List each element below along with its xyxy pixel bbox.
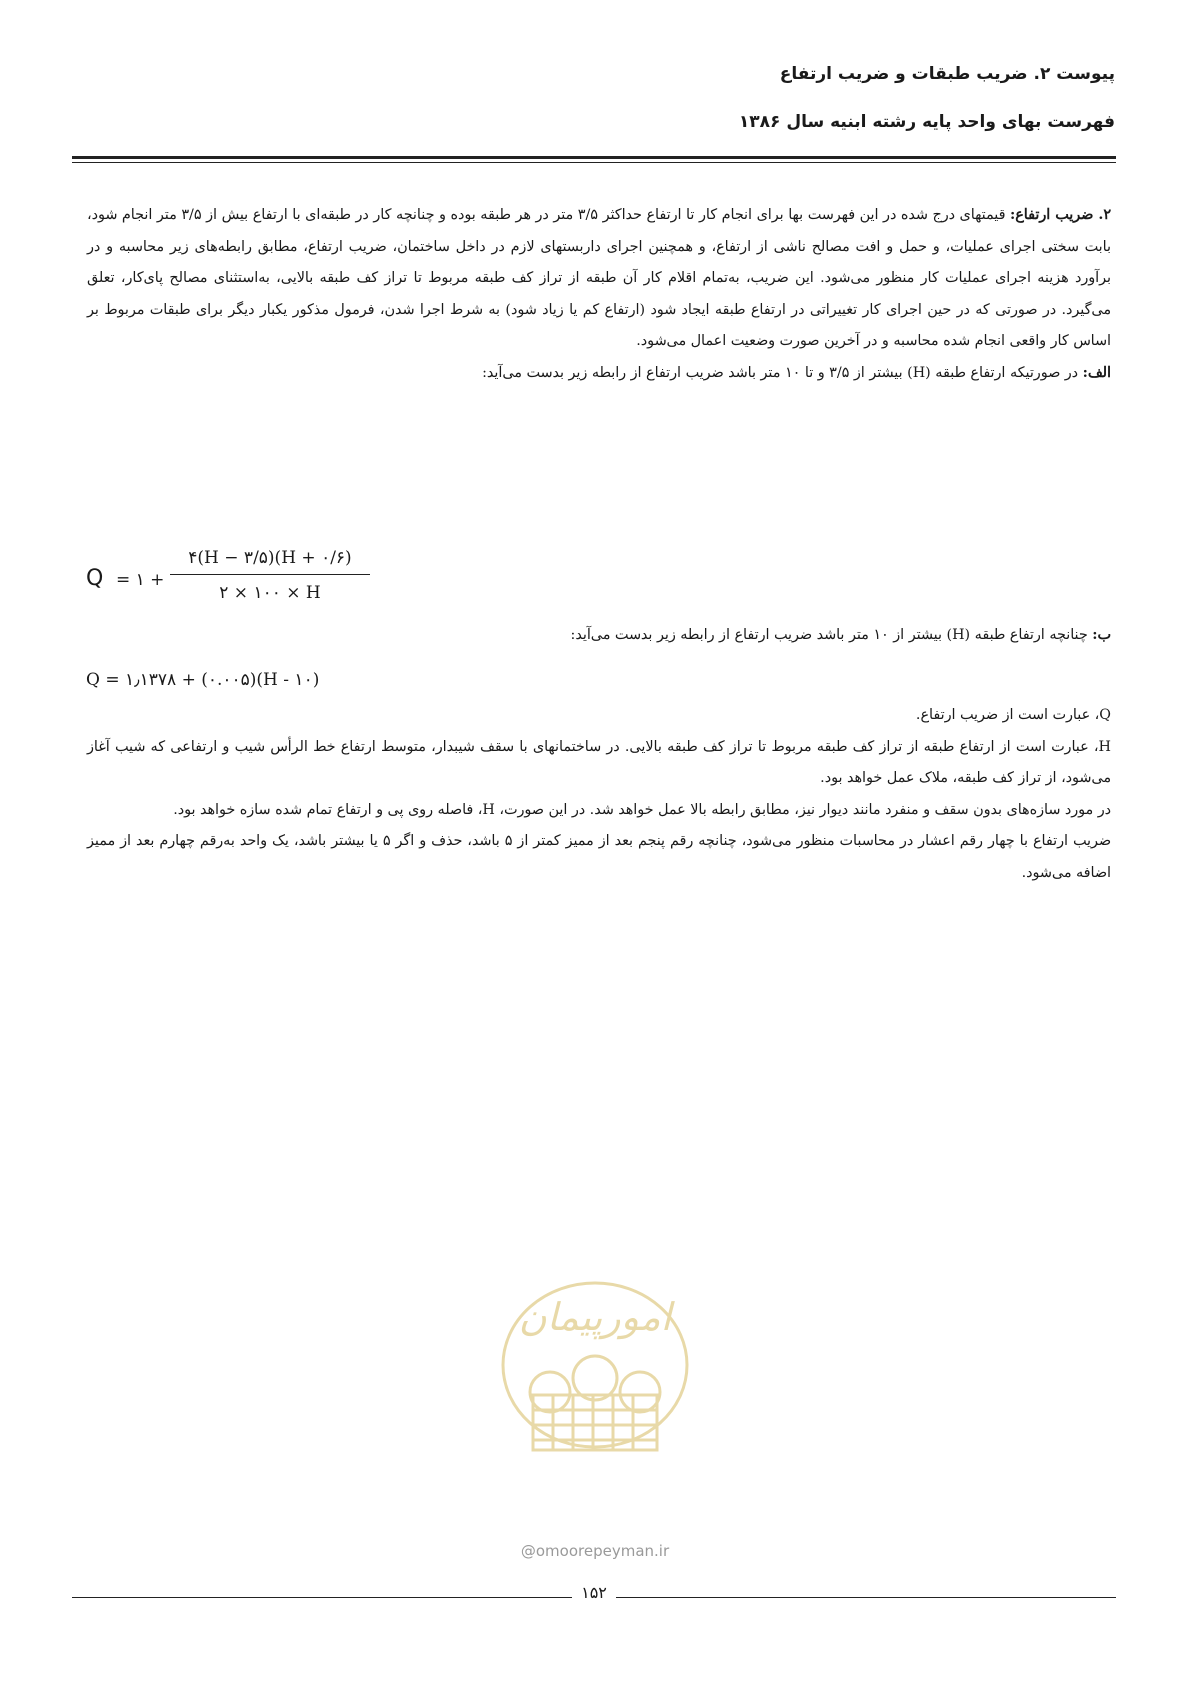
watermark-logo-text: امورپیمان bbox=[518, 1295, 672, 1339]
definition-walls: در مورد سازه‌های بدون سقف و منفرد مانند دیوار نیز، مطابق رابطه بالا عمل خواهد شد. در این صورت، H، فاصله روی پی و ارتفاع تمام شده سازه خواهد بود. bbox=[173, 801, 1111, 818]
watermark-logo bbox=[495, 1260, 695, 1460]
header-subtitle: فهرست بهای واحد پایه رشته ابنیه سال ۱۳۸۶ bbox=[738, 112, 1115, 132]
footer-rule-left bbox=[72, 1597, 572, 1598]
section-height-coefficient bbox=[87, 200, 1111, 389]
section2-label: ۲. ضریب ارتفاع: bbox=[1010, 207, 1111, 223]
formula1-denominator: ۲ × ۱۰۰ × H bbox=[219, 583, 321, 603]
case-b-text: چنانچه ارتفاع طبقه (H) بیشتر از ۱۰ متر باشد ضریب ارتفاع از رابطه زیر بدست می‌آید: bbox=[570, 627, 1093, 643]
formula1-eq: = ۱ + bbox=[116, 570, 165, 590]
section2-paragraph bbox=[87, 200, 1111, 358]
definition-rounding: ضریب ارتفاع با چهار رقم اعشار در محاسبات منظور می‌شود، چنانچه رقم پنجم بعد از ممیز کمتر از ۵ باشد، حذف و اگر ۵ یا بیشتر باشد، یک واحد به‌رقم چهارم بعد از ممیز اضافه می‌شود. bbox=[87, 833, 1112, 881]
section2-text: قیمتهای درج شده در این فهرست بها برای انجام کار تا ارتفاع حداکثر ۳/۵ متر در هر طبقه بوده و چنانچه کار در طبقه‌ای با ارتفاع بیش از ۳/۵ متر انجام شود، بابت سختی اجرای عملیات، و حمل و افت مصالح ناشی از ارتفاع، و همچنین اجرای داربستهای لازم در داخل ساختمان، ضریب ارتفاع، مطابق رابطه‌های زیر محاسبه و در برآورد هزینه اجرای عملیات کار منظور می‌شود. این ضریب، به‌تمام اقلام کار آن طبقه از تراز کف طبقه مربوط تا تراز کف طبقه بالایی، به‌استثنای مصالح پای‌کار، تعلق می‌گیرد. در صورتی که در حین اجرای کار تغییراتی در ارتفاع طبقه ایجاد شود (ارتفاع کم یا زیاد شود) به شرط اجرا شدن، فرمول مذکور یکبار دیگر برای طبقات مربوط بر اساس کار واقعی انجام شده محاسبه و در آخرین صورت وضعیت اعمال می‌شود. bbox=[87, 207, 1111, 349]
header-rule-thick bbox=[72, 156, 1116, 159]
case-a-paragraph bbox=[87, 358, 1111, 390]
case-b-label: ب: bbox=[1092, 627, 1111, 643]
definition-q: Q، عبارت است از ضریب ارتفاع. bbox=[915, 707, 1111, 723]
page-header bbox=[75, 60, 1115, 136]
formula1-fraction bbox=[170, 548, 370, 603]
formula1-numerator: ۴(H − ۳/۵)(H + ۰/۶) bbox=[170, 548, 370, 575]
formula-2: Q = ۱٫۱۳۷۸ + (۰.۰۰۵)(H - ۱۰) bbox=[86, 670, 320, 690]
formula-1 bbox=[86, 548, 386, 618]
definition-h: H، عبارت است از ارتفاع طبقه از تراز کف طبقه مربوط تا تراز کف طبقه بالایی. در ساختمانهای با سقف شیبدار، متوسط ارتفاع خط الرأس شیب و ارتفاعی که شیب آغاز می‌شود، از تراز کف طبقه، ملاک عمل خواهد بود. bbox=[87, 738, 1111, 786]
case-a-label: الف: bbox=[1082, 364, 1111, 381]
header-rule-thin bbox=[72, 162, 1116, 163]
watermark-url: @omoorepeyman.ir bbox=[520, 1542, 670, 1560]
footer-rule-right bbox=[616, 1597, 1116, 1598]
case-a-text: در صورتیکه ارتفاع طبقه (H) بیشتر از ۳/۵ و تا ۱۰ متر باشد ضریب ارتفاع از رابطه زیر بدست می‌آید: bbox=[482, 364, 1083, 381]
page-number: ۱۵۲ bbox=[581, 1583, 607, 1602]
formula1-lhs: Q bbox=[86, 566, 104, 591]
case-b-paragraph bbox=[87, 620, 1111, 651]
header-title: پیوست ۲. ضریب طبقات و ضریب ارتفاع bbox=[779, 64, 1115, 84]
definitions bbox=[87, 700, 1111, 889]
page-footer bbox=[72, 1583, 1116, 1607]
